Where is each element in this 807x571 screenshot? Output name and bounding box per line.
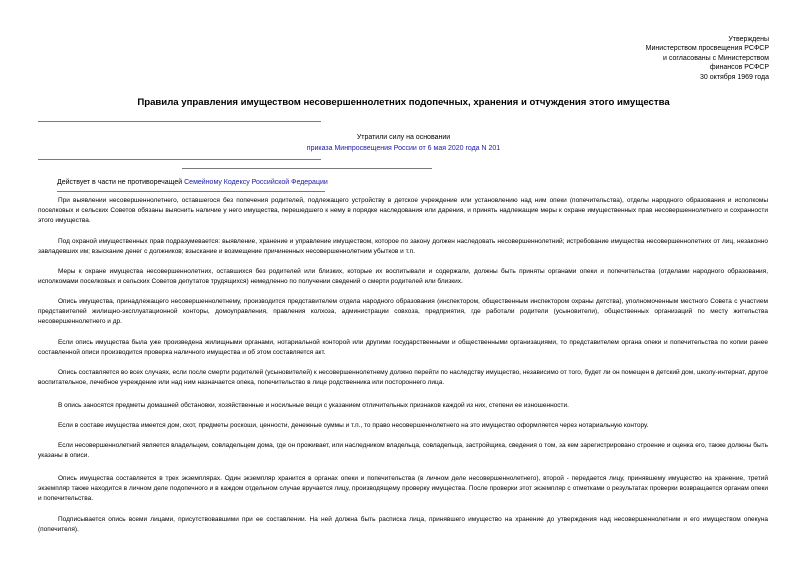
document-title: Правила управления имуществом несовершеннолетних подопечных, хранения и отчуждения этого имущества bbox=[137, 97, 670, 108]
family-code-link[interactable]: Семейному Кодексу Российской Федерации bbox=[184, 179, 328, 186]
approval-line: Министерством просвещения РСФСР bbox=[645, 45, 769, 53]
validity-notice bbox=[57, 179, 328, 186]
paragraph: При выявлении несовершеннолетнего, оставшегося без попечения родителей, подлежащего устройству в детское учреждение или установлению над ним опеки (попечительства), отделы народного образования и исполкомы поселковых и сельских Советов обязаны выяснить наличие у него имущества, перешедшего к нему в порядке наследования или дарения, и принять надлежащие меры к охране имущественных прав несовершеннолетнего и сохранности этого имущества. bbox=[38, 197, 768, 225]
paragraph: Под охраной имущественных прав подразумевается: выявление, хранение и управление имуществом, которое по закону должен наследовать несовершеннолетний; истребование имущества несовершеннолетних от лиц, незаконно завладевших им; взыскание денег с должников; взыскание и возмещение причиненных несовершеннолетним убытков и т.п. bbox=[38, 238, 768, 256]
repeal-order-link[interactable]: приказа Минпросвещения России от 6 мая 2020 года N 201 bbox=[306, 145, 501, 152]
divider bbox=[38, 159, 321, 160]
approval-line: и согласованы с Министерством bbox=[663, 54, 769, 62]
divider bbox=[57, 191, 325, 192]
divider bbox=[182, 168, 432, 169]
approval-line: Утверждены bbox=[728, 36, 769, 43]
approval-line: 30 октября 1969 года bbox=[700, 73, 769, 81]
approval-stamp bbox=[646, 35, 769, 82]
divider bbox=[38, 121, 321, 122]
paragraph: Опись имущества составляется в трех экземплярах. Один экземпляр хранится в органах опеки и попечительства (в личном деле несовершеннолетнего), второй - передается лицу, принявшему имущество на хранение, третий экземпляр также находится в личном деле подопечного и в каждом отдельном случае вручается лицу, производящему проверку имущества. После проверки этот экземпляр с отметками о результатах проверки возвращается органам опеки и попечительства. bbox=[38, 475, 768, 503]
paragraph: Меры к охране имущества несовершеннолетних, оставшихся без родителей или близких, которые их воспитывали и содержали, должны быть приняты органами опеки и попечительства (отделами народного образования, исполкомами поселковых и сельских Советов депутатов трудящихся) немедленно по получении сведений о смерти родителей или близких. bbox=[38, 268, 768, 286]
validity-notice-text: Действует в части не противоречащей bbox=[57, 179, 183, 186]
paragraph: Если опись имущества была уже произведена жилищными органами, нотариальной конторой или другими государственными и общественными организациями, то представителем органа опеки и попечительства по копии ранее составленной описи производится проверка наличного имущества и об этом составляется акт. bbox=[38, 339, 768, 357]
paragraph: Если несовершеннолетний является владельцем, совладельцем дома, где он проживает, или наследником владельца, совладельца, застройщика, сведения о том, за кем зарегистрировано строение и оценка его, также должны быть указаны в описи. bbox=[38, 442, 768, 460]
paragraph: Если в составе имущества имеется дом, скот, предметы роскоши, ценности, денежные суммы и т.п., то право несовершеннолетнего на это имущество оформляется через нотариальную контору. bbox=[58, 422, 649, 429]
status-link-line bbox=[0, 145, 807, 152]
approval-line: финансов РСФСР bbox=[709, 64, 769, 72]
paragraph: Опись составляется во всех случаях, если после смерти родителей (усыновителей) к несовершеннолетнему должно перейти по наследству имущество, независимо от того, будет ли он помещен в детский дом, школу-интернат, другое воспитательное, лечебное учреждение или над ним назначается опека, попечительство в лице родственника или постороннего лица. bbox=[38, 369, 769, 387]
status-line: Утратили силу на основании bbox=[356, 134, 451, 141]
paragraph: В опись заносятся предметы домашней обстановки, хозяйственные и носильные вещи с указанием отличительных признаков каждой из них, степени ее изношенности. bbox=[58, 402, 569, 409]
paragraph: Подписывается опись всеми лицами, присутствовавшими при ее составлении. На ней должна быть расписка лица, принявшего имущество на хранение до утверждения над несовершеннолетним и его имуществом опекуна (попечителя). bbox=[38, 516, 768, 534]
paragraph: Опись имущества, принадлежащего несовершеннолетнему, производится представителем отдела народного образования (инспектором, общественным инспектором охраны детства), уполномоченным местного Совета с участием представителей жилищно-эксплуатационной конторы, домоуправления, правления колхоза, администрации совхоза, предприятия, где работали родители (усыновители), общественных организаций по месту жительства несовершеннолетнего и др. bbox=[38, 298, 768, 326]
